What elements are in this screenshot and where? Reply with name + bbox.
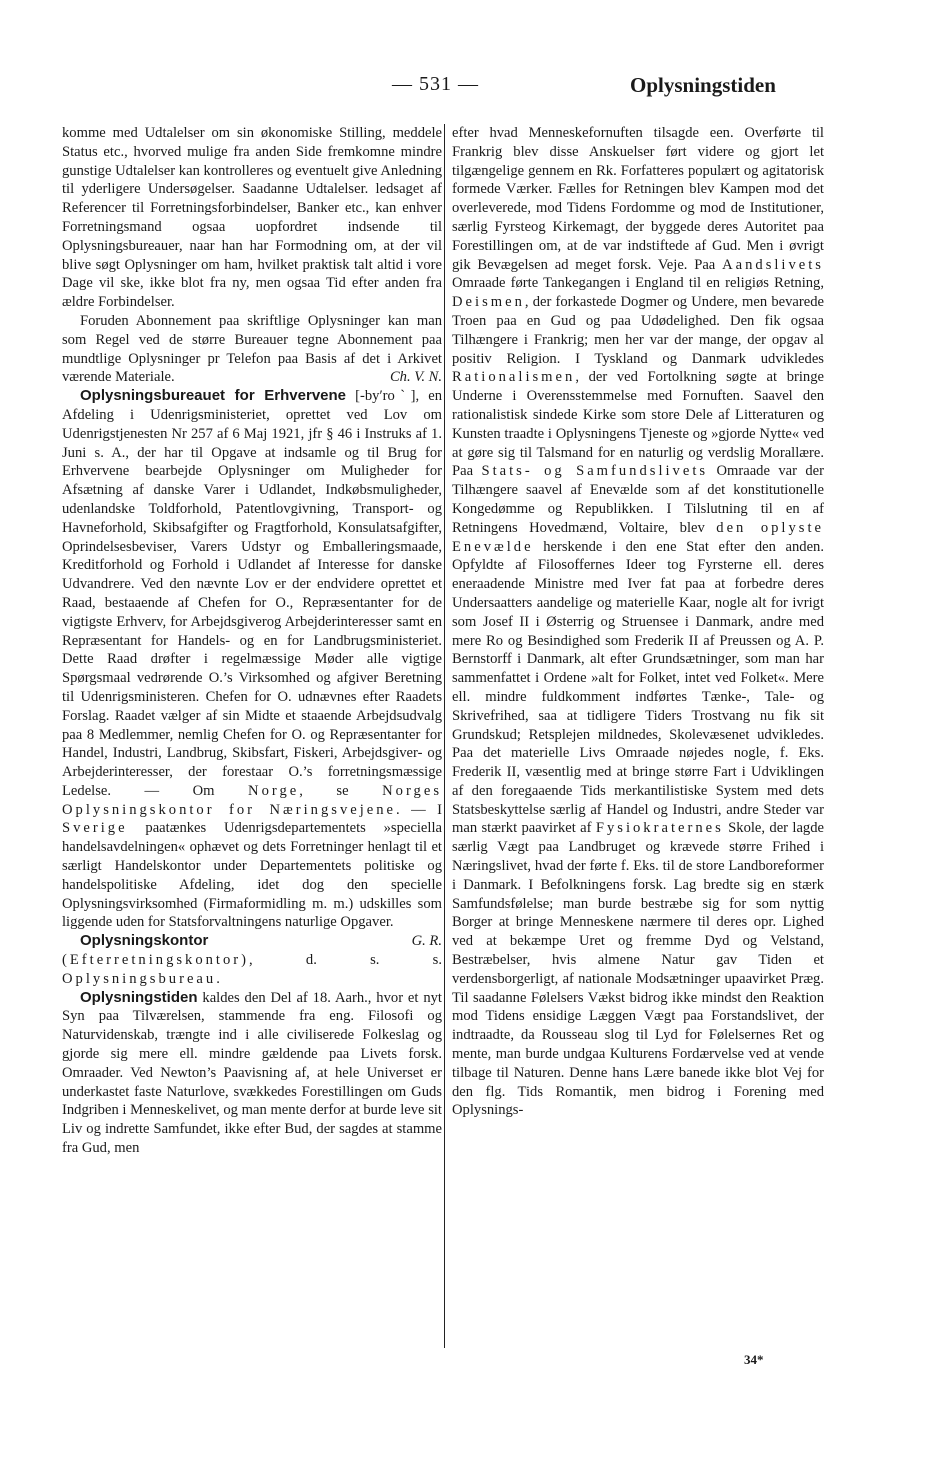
entry-text: [-byʹroˋ], en Afdeling i Udenrigsministeriet, oprettet ved Lov om Udenrigstjenesten Nr 257 af 6 Maj 1921, jfr § 46 i Instruks af 1. Juni s. A., der har til Opgave at indsamle og til Brug for Erhvervene bearbejde Oplysninger om Muligheder for Afsætning af danske Varer i Udlandet, Indkøbsmuligheder, udenlandske Toldforhold, Patentlovgivning, Transport- og Havneforhold, Skibsafgifter og Fragtforhold, Konsulatsafgifter, Oprindelsesbeviser, Varers Udstyr og Emballeringsmaade, Kreditforhold og Forhold i Udlandet af Interesse for danske Udvandrere. Ved den nævnte Lov er der endvidere oprettet et Raad, bestaaende af Chefen for O., Repræsentanter for de vigtigste Erhverv, for Arbejdsgiverog Arbejderinteresser samt en Repræsentant for Handels- og en for Landbrugsministeriet. Dette Raad drøfter i regelmæssige Møder alle vigtige Spørgsmaal vedrørende O.’s Virksomhed og afgiver Beretning til Udenrigsministeren. Chefen for O. udnævnes efter Raadets Forslag. Raadet vælger af sin Midte et staaende Arbejdsudvalg paa 8 Medlemmer, nemlig Chefen for O. og Repræsentanter for Handel, Industri, Landbrug, Skibsfart, Fiskeri, Arbejdsgiver- og Arbejderinteresser, der forestaar O.’s forretningsmæssige Ledelse. — Om <box>62 388 442 799</box>
spaced-term: Sverige <box>62 820 128 837</box>
entry-headword: Oplysningskontor <box>80 932 209 950</box>
entry-text: . — I <box>396 801 443 818</box>
entry-oplysningstiden-continued <box>452 124 824 1120</box>
column-divider <box>444 124 445 1348</box>
spaced-term: Rationalismen <box>452 369 576 386</box>
author-signature: Ch. V. N. <box>389 369 442 386</box>
spaced-term: Stats- og Samfundslivets <box>481 463 709 480</box>
spaced-term: Norges Oplysningskontor for Næringsvejene <box>62 782 442 818</box>
entry-text: , der forkastede Dogmer og Undere, men bevarede Troen paa en Gud og paa Udødelighed. Den fik ogsaa Tilhængere i Frankrig; men her var der mange, der opgav al positiv Religion. I Tyskland og Danmark udvikledes <box>452 294 824 367</box>
entry-headword: Oplysningsbureauet for Erhvervene <box>80 387 347 405</box>
spaced-term: Aandslivets <box>722 256 824 273</box>
spaced-term: (Efterretningskontor) <box>62 952 250 969</box>
signature-mark: 34* <box>744 1352 764 1367</box>
spaced-term: Oplysningsbureau <box>62 970 217 987</box>
entry-headword: Oplysningstiden <box>80 988 198 1006</box>
right-column <box>452 124 824 1120</box>
paragraph-abonnement-text: Foruden Abonnement paa skriftlige Oplysninger kan man som Regel ved de større Bureauer tegne Abonnement paa mundtlige Oplysninger pr Telefon paa Basis af det i Arkivet værende Materiale. <box>62 312 442 386</box>
entry-oplysningskontor <box>62 932 442 988</box>
page-number: — 531 — <box>392 73 479 95</box>
entry-text: Omraade førte Tankegangen i England til en religiøs Retning, <box>452 275 824 292</box>
entry-text: Omraade var der Tilhængere saavel af Enevælde som af det konstitutionelle Kongedømme og Republikken. I Tilslutning til en af Retningens Hovedmænd, Voltaire, blev <box>452 463 824 536</box>
entry-text: , der ved Fortolkning søgte at bringe Underne i Overensstemmelse med Fornuften. Saavel den rationalistisk sindede Kirke som store Dele af Litteraturen og Kunsten traadte i Oplysningens Tjeneste og »gjorde Nytte« ved at gøre sig til Talsmand for en naturlig og verdslig Morallære. Paa <box>452 369 824 480</box>
spaced-term: den oplyste Enevælde <box>452 519 824 555</box>
entry-text: , d. s. s. <box>249 952 442 969</box>
spaced-term: Fysiokraternes <box>595 820 724 837</box>
entry-text: paatænkes Udenrigsdepartementets »speciella handelsavdelningen« ophævet og dets Forretninger henlagt til et særligt Handelskontor under Departementets politiske og handelspolitiske Afdeling, idet dog den specielle Oplysningsvirksomhed (Firmaformidling m. m.) udskilles som liggende uden for Statsforvaltningens naturlige Opgaver. <box>62 820 442 931</box>
paragraph-udtalelser: komme med Udtalelser om sin økonomiske Stilling, meddele Status etc., hvorved mulige fra anden Side fremkomne mindre gunstige Udtalelser kan kontrolleres og eventuelt give Anledning til yderligere Undersøgelser. Saadanne Udtalelser. ledsaget af Referencer til Forretningsforbindelser, Banker etc., kan enhver Forretningsmand ogsaa uopfordret indsende til Oplysningsbureauer, naar han har Formodning om, at der vil blive søgt Oplysninger om ham, hvilket praktisk talt altid i vore Dage vil ske, ikke blot fra ny, men ogsaa Tid efter anden fra ældre Forbindelser. <box>62 125 442 311</box>
entry-text: Skole, der lagde særlig Vægt paa Landbruget og krævede større Frihed i Næringslivet, hvad der førte f. Eks. til de store Landboreformer i Danmark. I Befolkningens forsk. Lag bredte sig en stærk Samfundsfølelse; man burde bestræbe sig for som nyttig Borger at bringe Menneskene nærmere til deres opr. Lighed ved at bekæmpe Uret og fremme Dyd og Velstand, Bestræbelser, hvis almene Natur gav Tiden et verdensborgerligt, af nationale Modsætninger upaavirket Præg. Til saadanne Følelsers Vækst bidrog ikke mindst den Reaktion mod Tidens ensidige Læggen Vægt paa Forstandslivet, der indtraadte, da Rousseau slog til Lyd for Følelsernes Ret og mente, man burde undgaa Kulturens Fordærvelse ved at vende tilbage til Naturen. Denne hans Lære banede ikke blot Vej for den flg. Tids Romantik, men bidrog i Forening med Oplysnings- <box>452 820 824 1119</box>
entry-oplysningstiden <box>62 989 442 1158</box>
left-column <box>62 124 442 1158</box>
entry-text: efter hvad Menneskefornuften tilsagde een. Overførte til Frankrig blev disse Anskuelser ført videre og gjort let tilgængelige gennem en Rk. Forfatteres populært og agitatorisk formede Værker. Fælles for Retningen blev Kampen mod det overleverede, mod Tidens Fordomme og mod de Institutioner, særlig Fyrsteog Kirkemagt, der byggede deres Autoritet paa Forestillingen om, at de var indstiftede af Gud. Men i øvrigt gik Bevægelsen ad meget forsk. Veje. Paa <box>452 125 824 273</box>
paragraph-abonnement <box>62 312 442 387</box>
spaced-term: Norge <box>248 782 300 799</box>
entry-text: herskende i den ene Stat efter den anden. Opfyldte af Filosoffernes Ideer tog Fyrsterne ell. deres eneraadende Ministre med Iver fat paa at forbedre deres Undersaatters aandelige og materielle Kaar, nogle alt for ivrigt som Josef II i Østerrig og Struensee i Danmark, andre med mere Ro og Besindighed som Frederik II af Preussen og A. P. Bernstorff i Danmark, alt efter Grundsætninger, som man har sammenfattet i Ordene »alt for Folket, intet ved Folket«. Mere ell. mindre fuldkomment indførtes Tænke-, Tale- og Skrivefrihed, saa at tidligere Tiders Trostvang nu fik sit Grundskud; Retsplejen mildnedes, Skolevæsenet udvikledes. Paa det materielle Livs Omraade nøjedes nogle, f. Eks. Frederik II, væsentlig med at bringe større Fart i Udviklingen af den foregaaende Tids merkantilistiske System med dets Statsbeskyttelse særlig af Handel og Industri, andre Steder var man stærkt paavirket af <box>452 538 825 837</box>
spaced-term: Deismen <box>452 294 525 311</box>
entry-text: , se <box>299 782 349 799</box>
author-signature: G. R. <box>411 933 442 950</box>
entry-text: kaldes den Del af 18. Aarh., hvor et nyt Syn paa Tilværelsen, stammende fra eng. Filosofi og Naturvidenskab, trængte ind i alle civiliserede Folkeslag og gjorde sig mere ell. mindre gældende paa Livets forsk. Omraader. Ved Newton’s Paavisning af, at hele Universet er underkastet faste Naturlove, svækkedes Forestillingen om Guds Indgriben i Menneskelivet, og man mente derfor at burde leve sit Liv og indrette Samfundet, ikke efter Bud, der sagdes at stamme fra Gud, men <box>62 989 442 1157</box>
entry-oplysningsbureauet <box>62 387 443 950</box>
running-title: Oplysningstiden <box>630 73 776 97</box>
entry-text: . <box>216 970 220 987</box>
